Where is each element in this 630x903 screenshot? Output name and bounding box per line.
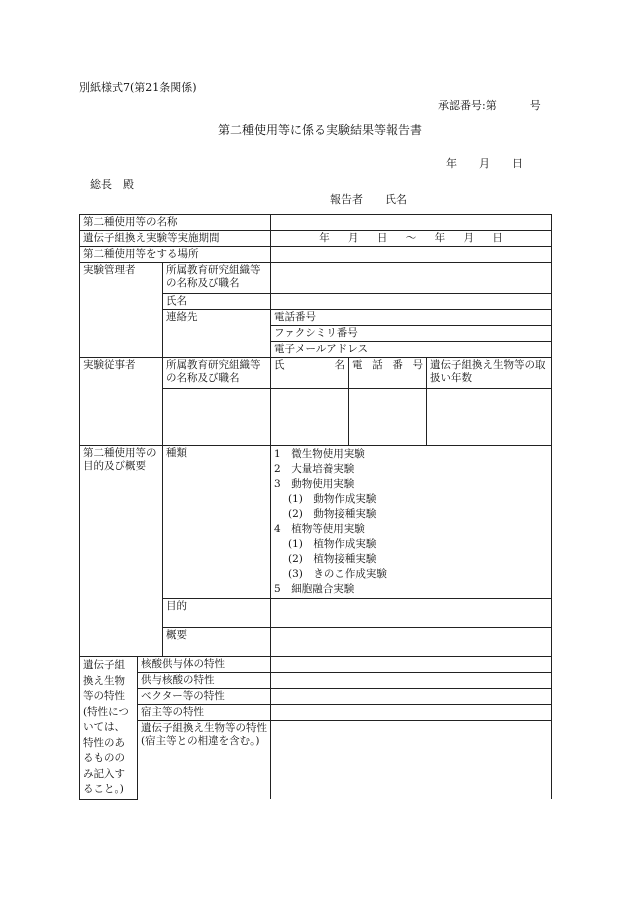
- worker-name-field[interactable]: [271, 389, 349, 446]
- period-day-end: 日: [492, 232, 503, 244]
- nucleic-field[interactable]: [271, 673, 552, 689]
- worker-phone-field[interactable]: [349, 389, 427, 446]
- manager-email[interactable]: 電子メールアドレス: [271, 342, 552, 358]
- report-date: 年 月 日: [446, 157, 523, 170]
- list-item[interactable]: (2) 植物接種実験: [288, 553, 377, 565]
- worker-years-header: 遺伝子組換え生物等の取扱い年数: [427, 358, 552, 389]
- phone-char: 電: [352, 359, 363, 371]
- worker-label: 実験従事者: [80, 358, 163, 446]
- usage-name-field[interactable]: [271, 215, 552, 231]
- overview-label: 概要: [163, 628, 271, 657]
- report-form-table: [79, 214, 552, 800]
- table-row: [80, 705, 552, 721]
- list-item[interactable]: (2) 動物接種実験: [288, 508, 377, 520]
- period-label: 遺伝子組換え実験等実施期間: [80, 231, 271, 247]
- period-field[interactable]: [271, 231, 552, 247]
- gmo-field[interactable]: [271, 721, 552, 800]
- worker-years-field[interactable]: [427, 389, 552, 446]
- manager-label: 実験管理者: [80, 263, 163, 358]
- period-month: 月: [348, 232, 359, 244]
- manager-fax[interactable]: ファクシミリ番号: [271, 326, 552, 342]
- approval-number: 承認番号:第 号: [438, 99, 541, 112]
- list-item[interactable]: (1) 動物作成実験: [288, 493, 377, 505]
- phone-char: 号: [412, 359, 423, 371]
- nucleic-label: 供与核酸の特性: [138, 673, 271, 689]
- table-row: [80, 657, 552, 673]
- manager-affiliation-field[interactable]: [271, 263, 552, 294]
- worker-affiliation-label: 所属教育研究組織等の名称及び職名: [163, 358, 271, 389]
- phone-char: 番: [392, 359, 403, 371]
- objective-label: 目的: [163, 599, 271, 628]
- purpose-label: 第二種使用等の目的及び概要: [80, 446, 163, 657]
- type-label: 種類: [163, 446, 271, 599]
- worker-phone-header: [349, 358, 427, 389]
- objective-field[interactable]: [271, 599, 552, 628]
- list-item[interactable]: 4 植物等使用実験: [274, 523, 365, 535]
- list-item[interactable]: 3 動物使用実験: [274, 478, 355, 490]
- table-row: [80, 247, 552, 263]
- table-row: [80, 263, 552, 294]
- worker-affiliation-field[interactable]: [163, 389, 271, 446]
- host-label: 宿主等の特性: [138, 705, 271, 721]
- addressee: 総長 殿: [90, 178, 134, 191]
- organism-label: 遺伝子組換え生物等の特性(特性については、特性のあるもののみ記入すること。): [80, 657, 138, 800]
- manager-contact-label: 連絡先: [163, 310, 271, 358]
- type-list: [271, 446, 552, 599]
- worker-name-header: [271, 358, 349, 389]
- table-row: [80, 689, 552, 705]
- location-label: 第二種使用等をする場所: [80, 247, 271, 263]
- period-day: 日: [376, 232, 388, 244]
- period-year: 年: [319, 232, 330, 244]
- list-item[interactable]: 1 微生物使用実験: [274, 448, 365, 460]
- list-item[interactable]: (3) きのこ作成実験: [288, 568, 387, 580]
- location-field[interactable]: [271, 247, 552, 263]
- list-item[interactable]: 5 細胞融合実験: [274, 583, 355, 595]
- period-year-end: 年: [434, 232, 446, 244]
- reporter-name: 報告者 氏名: [330, 193, 407, 206]
- donor-field[interactable]: [271, 657, 552, 673]
- table-row: [80, 446, 552, 599]
- overview-field[interactable]: [271, 628, 552, 657]
- name-char: 氏: [274, 359, 285, 371]
- gmo-label: 遺伝子組換え生物等の特性(宿主等との相違を含む。): [138, 721, 271, 800]
- table-row: [80, 231, 552, 247]
- name-char: 名: [334, 359, 346, 371]
- table-row: [80, 358, 552, 389]
- donor-label: 核酸供与体の特性: [138, 657, 271, 673]
- period-month-end: 月: [463, 232, 474, 244]
- manager-affiliation-label: 所属教育研究組織等の名称及び職名: [163, 263, 271, 294]
- manager-name-label: 氏名: [163, 294, 271, 310]
- table-row: [80, 721, 552, 800]
- list-item[interactable]: (1) 植物作成実験: [288, 538, 377, 550]
- period-tilde: ～: [405, 232, 417, 244]
- usage-name-label: 第二種使用等の名称: [80, 215, 271, 231]
- phone-char: 話: [372, 359, 383, 371]
- vector-label: ベクター等の特性: [138, 689, 271, 705]
- manager-phone[interactable]: 電話番号: [271, 310, 552, 326]
- host-field[interactable]: [271, 705, 552, 721]
- manager-name-field[interactable]: [271, 294, 552, 310]
- table-row: [80, 673, 552, 689]
- vector-field[interactable]: [271, 689, 552, 705]
- list-item[interactable]: 2 大量培養実験: [274, 463, 355, 475]
- form-label: 別紙様式7(第21条関係): [79, 81, 197, 94]
- document-title: 第二種使用等に係る実験結果等報告書: [218, 123, 423, 137]
- table-row: [80, 215, 552, 231]
